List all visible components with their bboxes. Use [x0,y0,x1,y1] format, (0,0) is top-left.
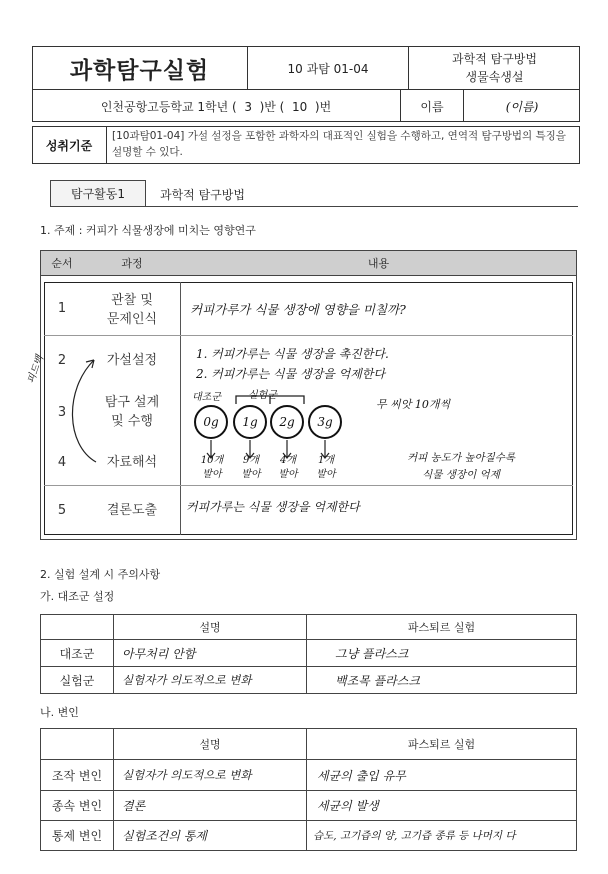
tb-h2: 파스퇴르 실험 [306,728,577,760]
name-label: 이름 [420,99,444,114]
interpretation: 커피 농도가 높아질수록 식물 생장이 억제 [406,452,516,481]
section2-heading: 2. 실험 설계 시 주의사항 [40,568,161,581]
row-4-stage: 자료해석 [106,454,158,470]
ta-r1-desc: 실험자가 의도적으로 변화 [113,666,307,694]
tb-h1: 설명 [113,728,307,760]
tb-r2-pasteur: 습도, 고기즙의 양, 고기즙 종류 등 나머지 다 [306,820,577,851]
feedback-note: 피드백 [25,354,47,386]
header-process: 과정 [121,257,143,270]
row-4-num: 4 [57,454,67,470]
experiment-bracket [230,390,310,406]
row-divider-2 [44,485,573,486]
tb-r0-pasteur: 세균의 출입 유무 [306,759,577,791]
standard-text: [10과탐01-04] 가설 설정을 포함한 과학자의 대표적인 실험을 수행하고, 연역적 탐구방법의 특징을 설명할 수 있다. [112,130,566,158]
row-1-stage: 관찰 및 문제인식 [106,293,158,327]
lesson-code: 10 과탐 01-04 [287,61,369,76]
tb-r1-desc: 결론 [113,790,307,821]
name-value: (이름) [505,99,539,114]
row-1-content: 커피가루가 식물 생장에 영향을 미칠까? [190,302,406,317]
tb-r2-desc: 실험조건의 통제 [113,820,307,851]
row-5-stage: 결론도출 [106,502,158,518]
row-3-stage: 탐구 설계 및 수행 [104,395,160,429]
row-3-num: 3 [57,404,67,420]
row-divider-1 [44,335,573,336]
experiment-label: 실험군 [248,390,277,401]
activity-tab: 탐구활동1 [50,180,146,206]
ta-h1: 설명 [113,614,307,640]
process-col-divider [180,282,181,535]
dose-circle-1: 1g [233,405,267,439]
dose-circle-0: 0g [194,405,228,439]
tb-r2-label: 통제 변인 [40,820,114,851]
activity-title: 과학적 탐구방법 [160,188,245,202]
row-5-num: 5 [57,502,67,518]
subject-line-2: 생물속생설 [465,70,524,84]
section2-sub-b: 나. 변인 [40,706,79,719]
feedback-arrow [62,350,102,470]
result-0: 10개 발아 [200,455,224,480]
ta-h0 [40,614,114,640]
result-3: 1개 발아 [316,455,336,480]
ta-r0-pasteur: 그냥 플라스크 [306,639,577,667]
result-1: 9개 발아 [241,455,261,480]
result-2: 4개 발아 [278,455,298,480]
standard-divider [106,126,107,164]
section1-heading: 1. 주제 : 커피가 식물생장에 미치는 영향연구 [40,224,256,237]
school-info: 인천공항고등학교 1학년 ( 3 )반 ( 10 )번 [100,99,332,114]
dose-circle-3: 3g [308,405,342,439]
row-2-content: 1. 커피가루는 식물 생장을 촉진한다. 2. 커피가루는 식물 생장을 억제한다 [196,347,389,381]
row-2-num: 2 [57,352,67,368]
row-2-stage: 가설설정 [106,352,158,368]
ta-r1-label: 실험군 [40,666,114,694]
standard-label: 성취기준 [45,138,93,153]
subject-block [409,46,580,90]
row-1-num: 1 [57,300,67,316]
subject-line-1: 과학적 탐구방법 [452,52,537,66]
tb-r0-desc: 실험자가 의도적으로 변화 [113,759,307,791]
tb-r1-pasteur: 세균의 발생 [306,790,577,821]
ta-h2: 파스퇴르 실험 [306,614,577,640]
ta-r1-pasteur: 백조목 플라스크 [306,666,577,694]
header-order: 순서 [51,257,73,270]
dose-circle-2: 2g [270,405,304,439]
ta-r0-desc: 아무처리 안함 [113,639,307,667]
tb-h0 [40,728,114,760]
seeds-note: 무 씨앗 10개씩 [376,398,451,411]
tb-r1-label: 종속 변인 [40,790,114,821]
control-label: 대조군 [192,392,221,403]
ta-r0-label: 대조군 [40,639,114,667]
logo-title: 과학탐구실험 [69,57,210,84]
section2-sub-a: 가. 대조군 설정 [40,590,115,603]
header-content: 내용 [367,257,390,270]
activity-underline [50,206,578,207]
tb-r0-label: 조작 변인 [40,759,114,791]
row-5-content: 커피가루는 식물 생장을 억제한다 [186,500,360,514]
